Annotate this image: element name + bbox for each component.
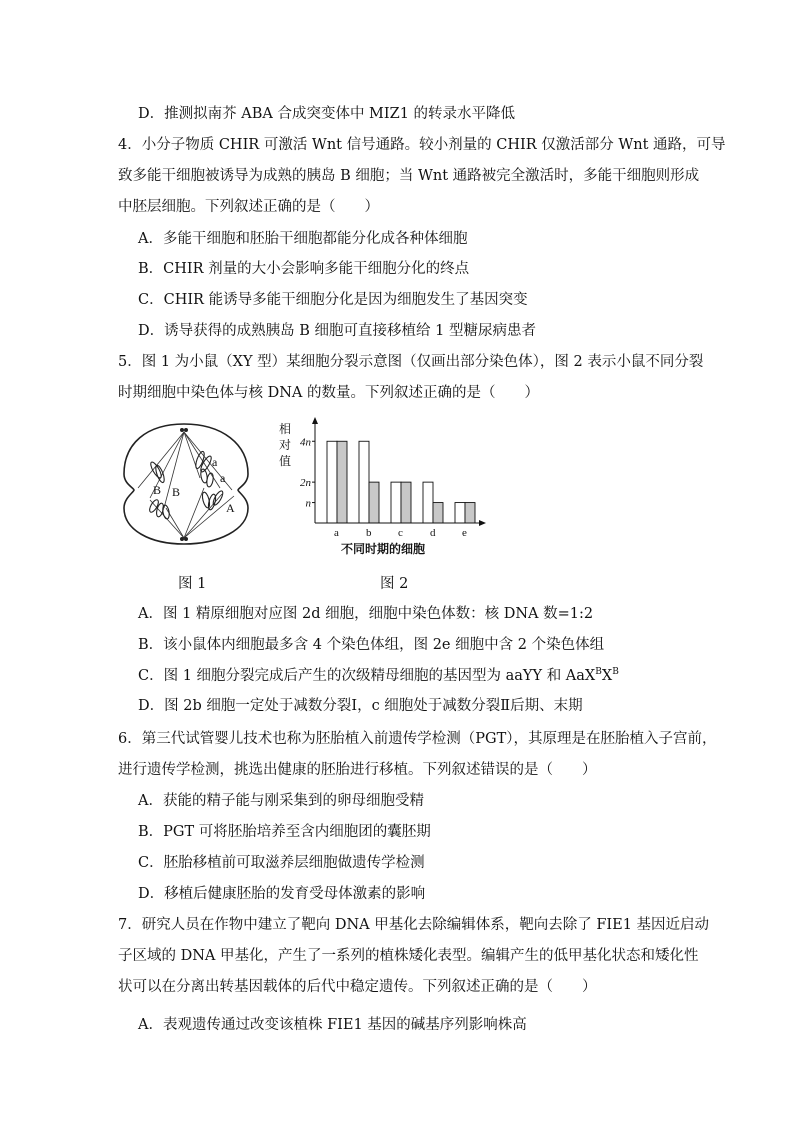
bar-d-series-2 bbox=[433, 503, 443, 523]
label-A: A bbox=[226, 501, 235, 515]
q7-stem-line-1: 7．研究人员在作物中建立了靶向 DNA 甲基化去除编辑体系，靶向去除了 FIE1 基因近启动 bbox=[118, 917, 710, 933]
q4-option-b: B．CHIR 剂量的大小会影响多能干细胞分化的终点 bbox=[138, 261, 470, 277]
q4-stem-line-3: 中胚层细胞。下列叙述正确的是（ ） bbox=[118, 199, 379, 215]
q5-option-c-sup-2: B bbox=[612, 667, 619, 678]
q5-option-c-sup-1: B bbox=[595, 667, 602, 678]
q6-option-d: D．移植后健康胚胎的发育受母体激素的影响 bbox=[138, 886, 426, 902]
figure-2-caption: 图 2 bbox=[380, 576, 409, 592]
q7-option-a: A．表观遗传通过改变该植株 FIE1 基因的碱基序列影响株高 bbox=[138, 1017, 527, 1033]
q4-option-c: C．CHIR 能诱导多能干细胞分化是因为细胞发生了基因突变 bbox=[138, 292, 528, 308]
bar-c-series-2 bbox=[401, 482, 411, 523]
figure-1-cell-diagram bbox=[120, 418, 255, 548]
q5-option-c bbox=[138, 666, 619, 686]
bar-e-series-1 bbox=[455, 503, 465, 523]
label-a-2: a bbox=[220, 471, 226, 485]
bar-b-series-2 bbox=[369, 482, 379, 523]
q4-option-a: A．多能干细胞和胚胎干细胞都能分化成各种体细胞 bbox=[138, 231, 468, 247]
q6-stem-line-1: 6．第三代试管婴儿技术也称为胚胎植入前遗传学检测（PGT），其原理是在胚胎植入子宫前， bbox=[118, 731, 717, 747]
q5-option-c-x: X bbox=[601, 668, 613, 684]
chart-ylabel-char-3: 值 bbox=[279, 454, 292, 468]
figure-2-bar-chart bbox=[275, 415, 490, 560]
y-tick-label-4n: 4n bbox=[300, 436, 311, 449]
label-a-1: a bbox=[212, 455, 218, 469]
q7-stem-line-2: 子区域的 DNA 甲基化，产生了一系列的植株矮化表型。编辑产生的低甲基化状态和矮化性 bbox=[118, 948, 699, 964]
x-tick-label-e: e bbox=[462, 527, 467, 539]
y-tick-label-2n: 2n bbox=[300, 477, 311, 490]
chart-xlabel: 不同时期的细胞 bbox=[341, 542, 426, 556]
y-tick-label-n: n bbox=[305, 497, 311, 510]
y-axis-arrow-icon bbox=[312, 417, 318, 424]
bar-a-series-2 bbox=[337, 441, 347, 523]
q6-option-a: A．获能的精子能与刚采集到的卵母细胞受精 bbox=[138, 793, 424, 809]
label-B-1: B bbox=[153, 483, 162, 497]
x-tick-label-b: b bbox=[366, 527, 372, 539]
bar-b-series-1 bbox=[359, 441, 369, 523]
q5-option-d: D．图 2b 细胞一定处于减数分裂Ⅰ，c 细胞处于减数分裂Ⅱ后期、末期 bbox=[138, 698, 583, 714]
x-tick-label-a: a bbox=[334, 527, 339, 539]
label-B-2: B bbox=[172, 485, 181, 499]
chart-ylabel-char-1: 相 bbox=[279, 422, 292, 436]
q5-option-b: B．该小鼠体内细胞最多含 4 个染色体组，图 2e 细胞中含 2 个染色体组 bbox=[138, 637, 605, 653]
q6-option-c: C．胚胎移植前可取滋养层细胞做遗传学检测 bbox=[138, 855, 425, 871]
x-tick-label-c: c bbox=[398, 527, 403, 539]
q6-option-b: B．PGT 可将胚胎培养至含内细胞团的囊胚期 bbox=[138, 824, 431, 840]
q4-option-d: D．诱导获得的成熟胰岛 B 细胞可直接移植给 1 型糖尿病患者 bbox=[138, 323, 536, 339]
x-axis-arrow-icon bbox=[479, 520, 486, 526]
q5-stem-line-2: 时期细胞中染色体与核 DNA 的数量。下列叙述正确的是（ ） bbox=[118, 385, 540, 401]
q7-stem-line-3: 状可以在分离出转基因载体的后代中稳定遗传。下列叙述正确的是（ ） bbox=[118, 979, 597, 995]
q5-option-c-text: C．图 1 细胞分裂完成后产生的次级精母细胞的基因型为 aaYY 和 AaX bbox=[138, 668, 596, 684]
chart-ylabel-char-2: 对 bbox=[279, 438, 292, 452]
x-tick-label-d: d bbox=[430, 527, 436, 539]
bar-e-series-2 bbox=[465, 503, 475, 523]
q4-stem-line-2: 致多能干细胞被诱导为成熟的胰岛 B 细胞；当 Wnt 通路被完全激活时，多能干细胞则形成 bbox=[118, 168, 700, 184]
bar-d-series-1 bbox=[423, 482, 433, 523]
figure-1-caption: 图 1 bbox=[178, 576, 207, 592]
q6-stem-line-2: 进行遗传学检测，挑选出健康的胚胎进行移植。下列叙述错误的是（ ） bbox=[118, 762, 597, 778]
q3-option-d: D．推测拟南芥 ABA 合成突变体中 MIZ1 的转录水平降低 bbox=[138, 106, 516, 122]
bar-a-series-1 bbox=[327, 441, 337, 523]
q5-stem-line-1: 5．图 1 为小鼠（XY 型）某细胞分裂示意图（仅画出部分染色体），图 2 表示小鼠不同分裂 bbox=[118, 354, 704, 370]
bar-c-series-1 bbox=[391, 482, 401, 523]
q5-option-a: A．图 1 精原细胞对应图 2d 细胞，细胞中染色体数：核 DNA 数=1:2 bbox=[138, 606, 594, 622]
q4-stem-line-1: 4．小分子物质 CHIR 可激活 Wnt 信号通路。较小剂量的 CHIR 仅激活部分 Wnt 通路，可导 bbox=[118, 137, 726, 153]
